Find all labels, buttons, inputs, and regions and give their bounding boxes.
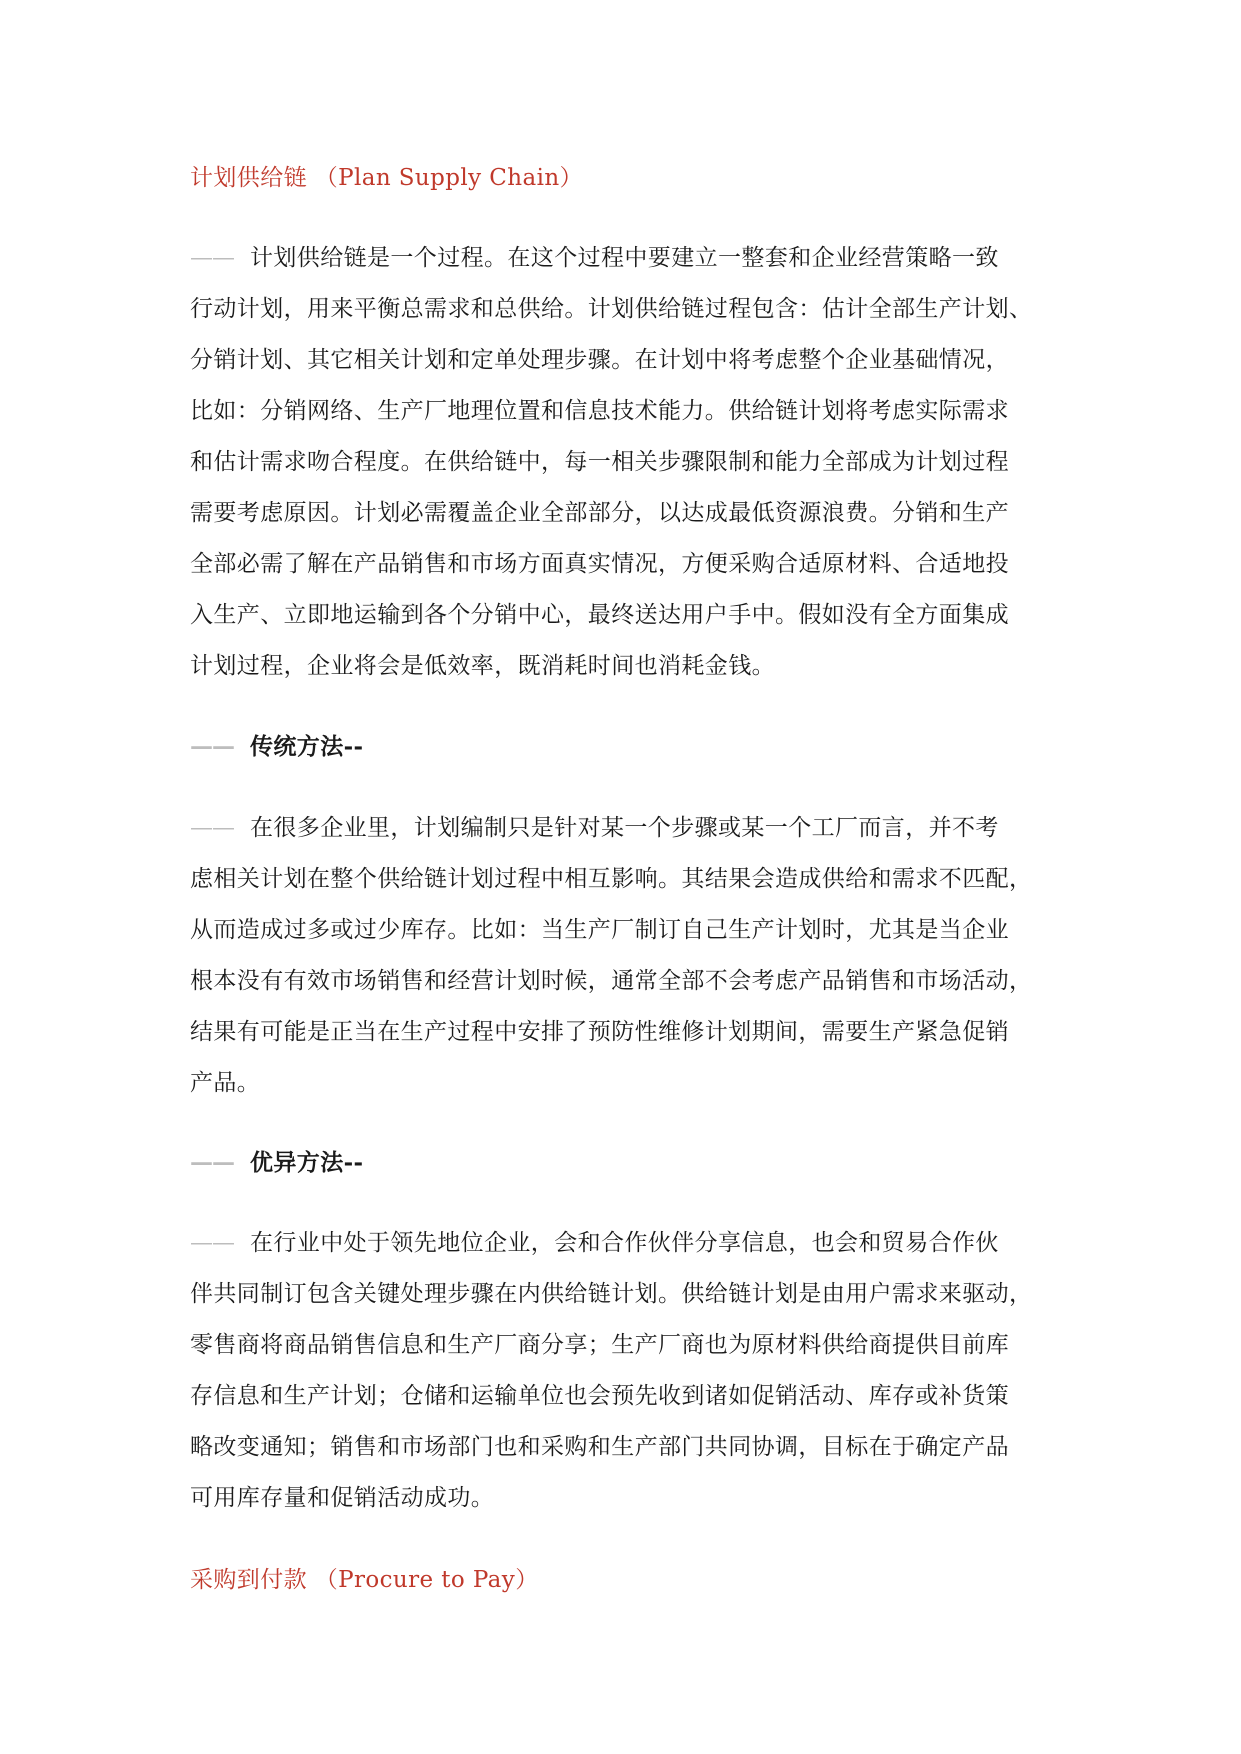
dash-marker: —— [190, 815, 234, 841]
dash-marker: —— [190, 1149, 234, 1176]
paragraph-line: 计划过程，企业将会是低效率，既消耗时间也消耗金钱。 [190, 653, 775, 679]
dash-marker: —— [190, 1230, 234, 1256]
paragraph-line: 产品。 [190, 1070, 261, 1096]
paragraph-line [190, 1228, 1070, 1258]
section-title-procure-to-pay: 采购到付款 （Procure to Pay） [190, 1567, 539, 1593]
paragraph-text: 在行业中处于领先地位企业，会和合作伙伴分享信息，也会和贸易合作伙 [250, 1230, 999, 1256]
subheading-traditional [190, 732, 1070, 762]
paragraph-line: 存信息和生产计划；仓储和运输单位也会预先收到诸如促销活动、库存或补货策 [190, 1383, 1009, 1409]
paragraph-line: 结果有可能是正当在生产过程中安排了预防性维修计划期间，需要生产紧急促销 [190, 1019, 1009, 1045]
paragraph-line: 分销计划、其它相关计划和定单处理步骤。在计划中将考虑整个企业基础情况， [190, 347, 1009, 373]
paragraph-line: 比如：分销网络、生产厂地理位置和信息技术能力。供给链计划将考虑实际需求 [190, 398, 1009, 424]
paragraph-line: 零售商将商品销售信息和生产厂商分享；生产厂商也为原材料供给商提供目前库 [190, 1332, 1009, 1358]
paragraph-line: 从而造成过多或过少库存。比如：当生产厂制订自己生产计划时，尤其是当企业 [190, 917, 1009, 943]
paragraph-line: 全部必需了解在产品销售和市场方面真实情况，方便采购合适原材料、合适地投 [190, 551, 1009, 577]
section-title-plan-supply-chain: 计划供给链 （Plan Supply Chain） [190, 165, 583, 191]
paragraph-line: 行动计划，用来平衡总需求和总供给。计划供给链过程包含：估计全部生产计划、 [190, 296, 1033, 322]
paragraph-line: 入生产、立即地运输到各个分销中心，最终送达用户手中。假如没有全方面集成 [190, 602, 1009, 628]
paragraph-line [190, 243, 1070, 273]
paragraph-line: 需要考虑原因。计划必需覆盖企业全部部分，以达成最低资源浪费。分销和生产 [190, 500, 1009, 526]
paragraph-line: 虑相关计划在整个供给链计划过程中相互影响。其结果会造成供给和需求不匹配， [190, 866, 1033, 892]
paragraph-line: 根本没有有效市场销售和经营计划时候，通常全部不会考虑产品销售和市场活动， [190, 968, 1033, 994]
dash-marker: —— [190, 733, 234, 760]
paragraph-line: 伴共同制订包含关键处理步骤在内供给链计划。供给链计划是由用户需求来驱动， [190, 1281, 1033, 1307]
subheading-text: 优异方法-- [250, 1149, 364, 1176]
paragraph-line: 和估计需求吻合程度。在供给链中，每一相关步骤限制和能力全部成为计划过程 [190, 449, 1009, 475]
subheading-excellent [190, 1148, 1070, 1178]
paragraph-line: 可用库存量和促销活动成功。 [190, 1485, 495, 1511]
paragraph-line: 略改变通知；销售和市场部门也和采购和生产部门共同协调，目标在于确定产品 [190, 1434, 1009, 1460]
paragraph-text: 在很多企业里，计划编制只是针对某一个步骤或某一个工厂而言，并不考 [250, 815, 999, 841]
subheading-text: 传统方法-- [250, 733, 364, 760]
dash-marker: —— [190, 245, 234, 271]
paragraph-text: 计划供给链是一个过程。在这个过程中要建立一整套和企业经营策略一致 [250, 245, 999, 271]
paragraph-line [190, 813, 1070, 843]
